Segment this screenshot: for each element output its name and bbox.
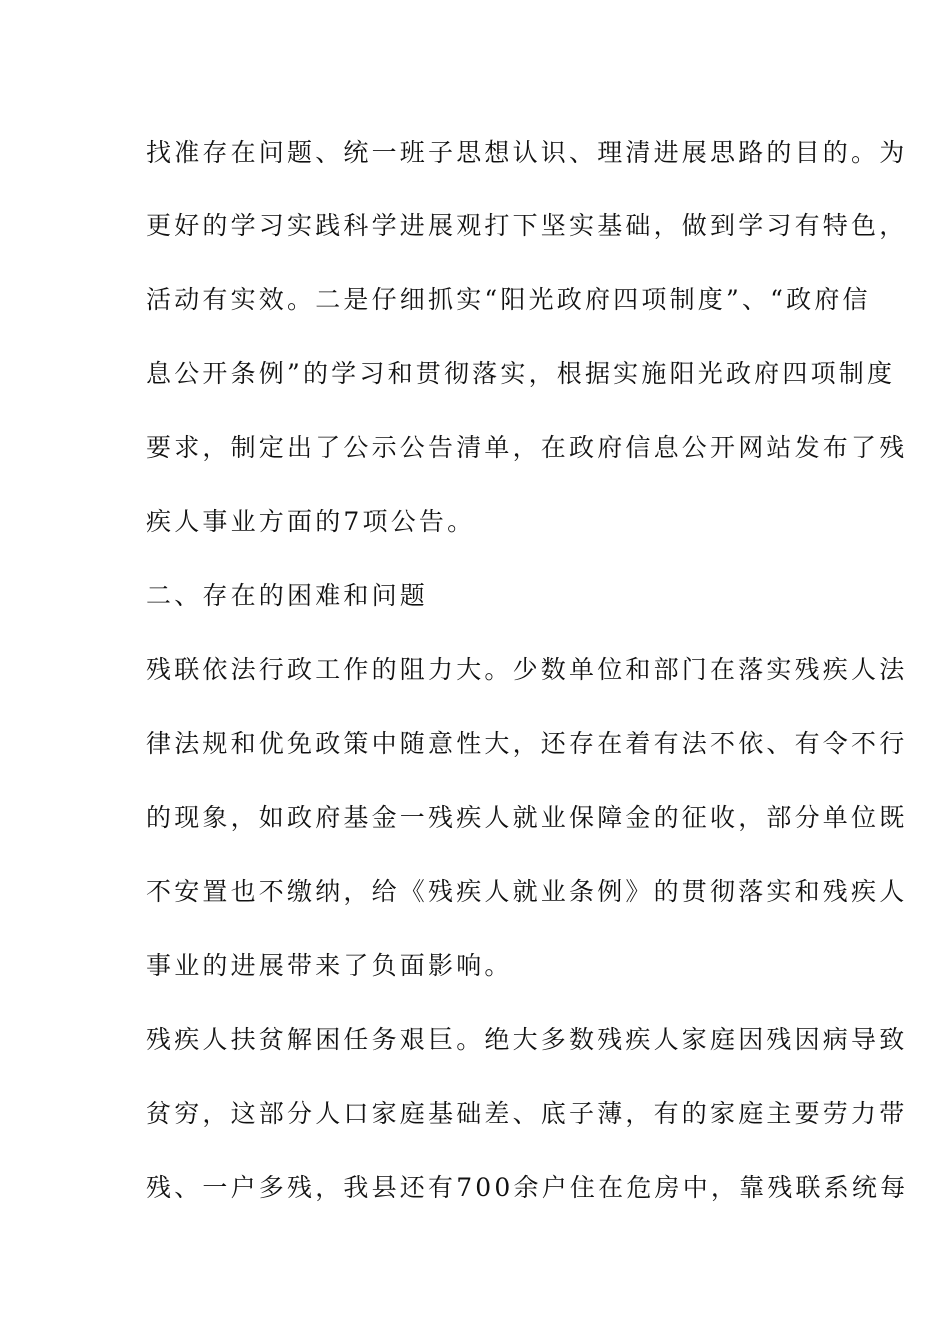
text-line-11: 不安置也不缴纳，给《残疾人就业条例》的贯彻落实和残疾人	[146, 877, 908, 906]
text-line-3: 活动有实效。二是仔细抓实“阳光政府四项制度”、“政府信	[146, 285, 871, 314]
text-line-4: 息公开条例”的学习和贯彻落实，根据实施阳光政府四项制度	[146, 359, 896, 388]
section-heading: 二、存在的困难和问题	[146, 581, 429, 610]
text-line-13: 残疾人扶贫解困任务艰巨。绝大多数残疾人家庭因残因病导致	[146, 1025, 908, 1054]
text-line-14: 贫穷，这部分人口家庭基础差、底子薄，有的家庭主要劳力带	[146, 1099, 908, 1128]
text-line-15: 残、一户多残，我县还有700余户住在危房中，靠残联系统每	[146, 1173, 909, 1202]
text-line-10: 的现象，如政府基金一残疾人就业保障金的征收，部分单位既	[146, 803, 908, 832]
text-line-5: 要求，制定出了公示公告清单，在政府信息公开网站发布了残	[146, 433, 908, 462]
text-line-2: 更好的学习实践科学进展观打下坚实基础，做到学习有特色，	[146, 211, 908, 240]
text-line-6: 疾人事业方面的7项公告。	[146, 507, 476, 536]
text-line-1: 找准存在问题、统一班子思想认识、理清进展思路的目的。为	[146, 138, 908, 167]
text-line-12: 事业的进展带来了负面影响。	[146, 951, 513, 980]
text-line-8: 残联依法行政工作的阻力大。少数单位和部门在落实残疾人法	[146, 655, 908, 684]
text-line-9: 律法规和优免政策中随意性大，还存在着有法不依、有令不行	[146, 729, 908, 758]
